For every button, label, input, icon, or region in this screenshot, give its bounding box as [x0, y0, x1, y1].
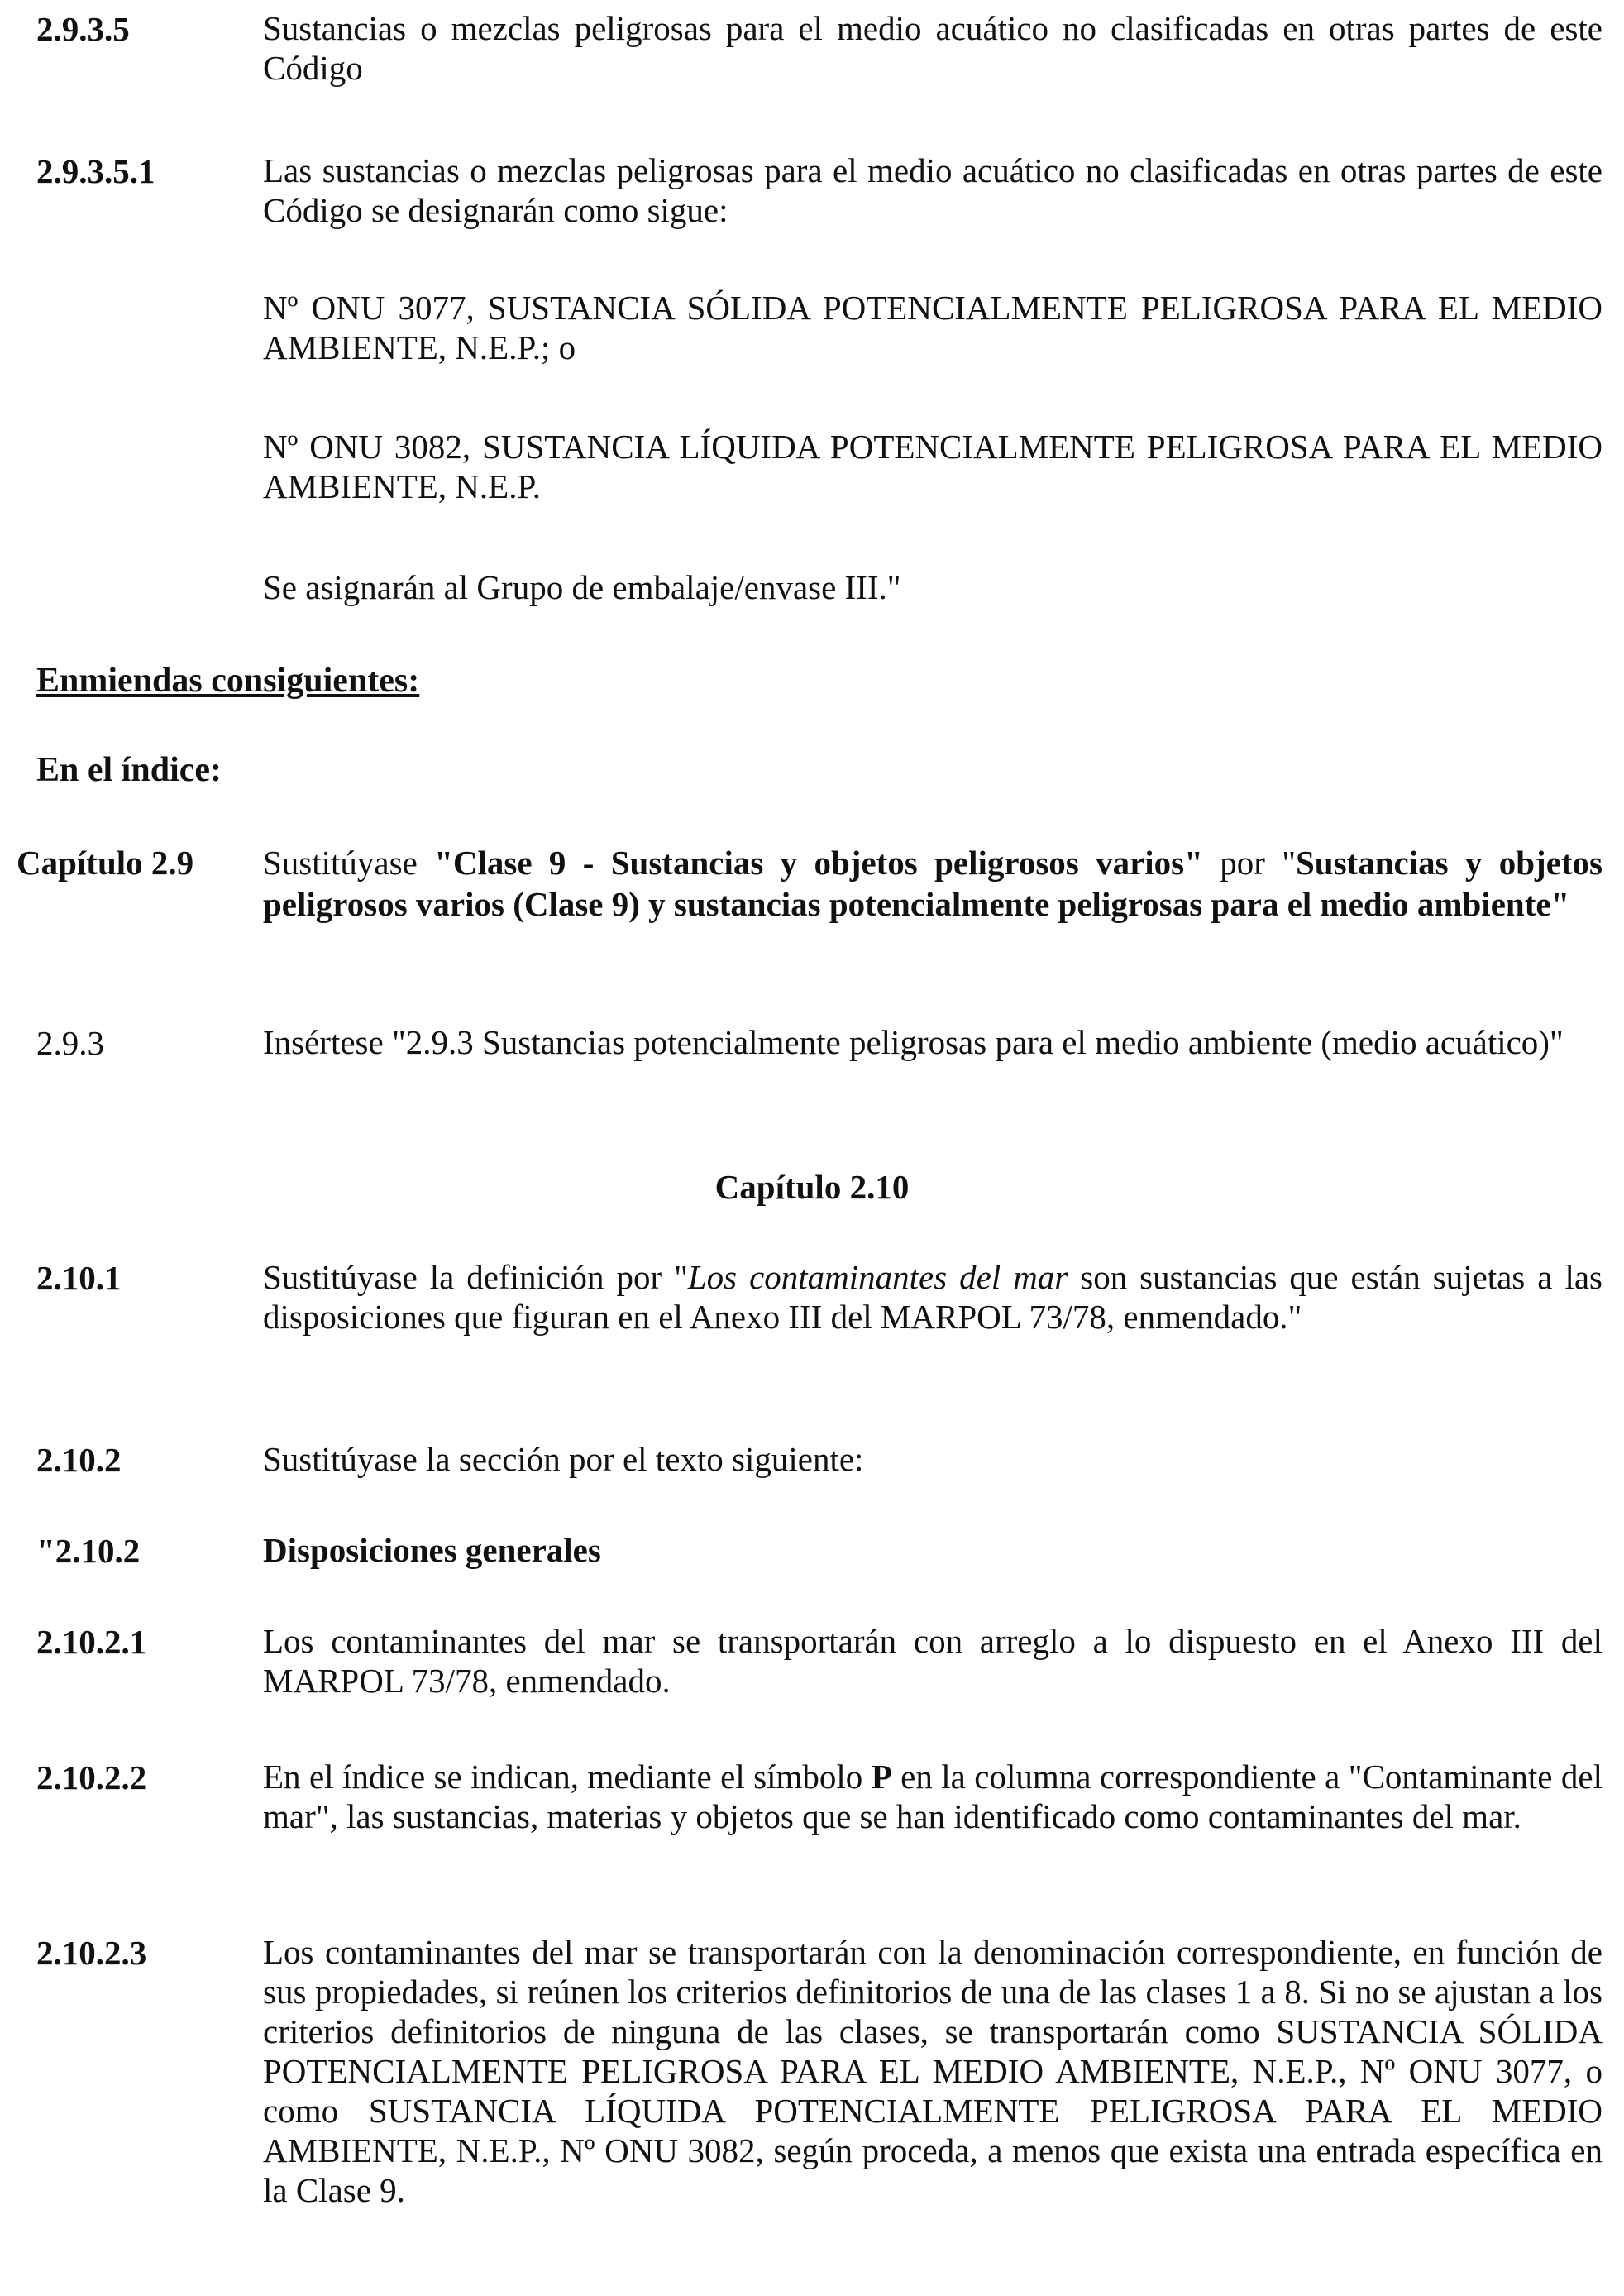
enmiendas-heading: Enmiendas consiguientes:: [36, 662, 420, 700]
section-text: Sustitúyase la sección por el texto siguiente:: [263, 1440, 864, 1478]
text-fragment: en la columna correspondiente a "Contaminante del mar", las sustancias, materias y objetos que se han identificado como contaminantes del mar.: [263, 1758, 1603, 1835]
section-text: [263, 1257, 1603, 1337]
section-text: Los contaminantes del mar se transportarán con arreglo a lo dispuesto en el Anexo III del MARPOL 73/78, enmendado.: [263, 1622, 1603, 1700]
section-text: Los contaminantes del mar se transportarán con la denominación correspondiente, en función de sus propiedades, si reúnen los criterios definitorios de una de las clases 1 a 8. Si no se ajustan a los criterios definitorios de ninguna de las clases, se transportarán como SUSTANCIA SÓLIDA POTENCIALMENTE PELIGROSA PARA EL MEDIO AMBIENTE, N.E.P., Nº ONU 3077, o como SUSTANCIA LÍQUIDA POTENCIALMENTE PELIGROSA PARA EL MEDIO AMBIENTE, N.E.P., Nº ONU 3082, según proceda, a menos que exista una entrada específica en la Clase 9.: [263, 1933, 1603, 2209]
text-fragment: Sustitúyase: [263, 844, 435, 882]
text-fragment: son sustancias que están sujetas a las disposiciones que figuran en el Anexo III del MARPOL 73/78, enmendado.": [263, 1258, 1603, 1336]
section-text: Las sustancias o mezclas peligrosas para el medio acuático no clasificadas en otras partes de este Código se designarán como sigue:: [263, 151, 1603, 229]
section-number: "2.10.2: [36, 1532, 141, 1570]
section-number: 2.10.2.3: [36, 1934, 147, 1972]
indice-heading: En el índice:: [36, 751, 222, 789]
section-number: 2.10.1: [36, 1259, 122, 1297]
section-title: Disposiciones generales: [263, 1531, 601, 1569]
section-text: [263, 842, 1603, 925]
section-number: 2.9.3.5.1: [36, 152, 155, 190]
section-text: Insértese "2.9.3 Sustancias potencialmente peligrosas para el medio ambiente (medio acuático)": [263, 1023, 1564, 1061]
section-number: 2.10.2.1: [36, 1623, 147, 1661]
section-number: 2.9.3: [36, 1024, 104, 1062]
closing-text: Se asignarán al Grupo de embalaje/envase III.": [263, 568, 901, 606]
text-fragment: En el índice se indican, mediante el símbolo: [263, 1758, 872, 1796]
text-fragment: Sustitúyase la definición por ": [263, 1258, 688, 1296]
list-item: Nº ONU 3082, SUSTANCIA LÍQUIDA POTENCIALMENTE PELIGROSA PARA EL MEDIO AMBIENTE, N.E.P.: [263, 428, 1603, 505]
list-item: Nº ONU 3077, SUSTANCIA SÓLIDA POTENCIALMENTE PELIGROSA PARA EL MEDIO AMBIENTE, N.E.P.; o: [263, 289, 1603, 366]
section-number: Capítulo 2.9: [17, 844, 194, 882]
section-text: [263, 1757, 1603, 1836]
section-number: 2.10.2: [36, 1441, 122, 1479]
defined-term: Los contaminantes del mar: [687, 1258, 1068, 1296]
symbol-p: P: [871, 1758, 892, 1796]
text-fragment: por ": [1202, 844, 1296, 882]
chapter-title: Capítulo 2.10: [714, 1168, 910, 1206]
old-title: "Clase 9 - Sustancias y objetos peligrosos varios": [434, 844, 1203, 882]
section-number: 2.10.2.2: [36, 1758, 147, 1796]
new-title: Sustancias y objetos peligrosos varios (Clase 9) y sustancias potencialmente peligrosas para el medio ambiente": [263, 844, 1603, 923]
section-number: 2.9.3.5: [36, 10, 130, 48]
section-text: Sustancias o mezclas peligrosas para el medio acuático no clasificadas en otras partes de este Código: [263, 9, 1603, 87]
